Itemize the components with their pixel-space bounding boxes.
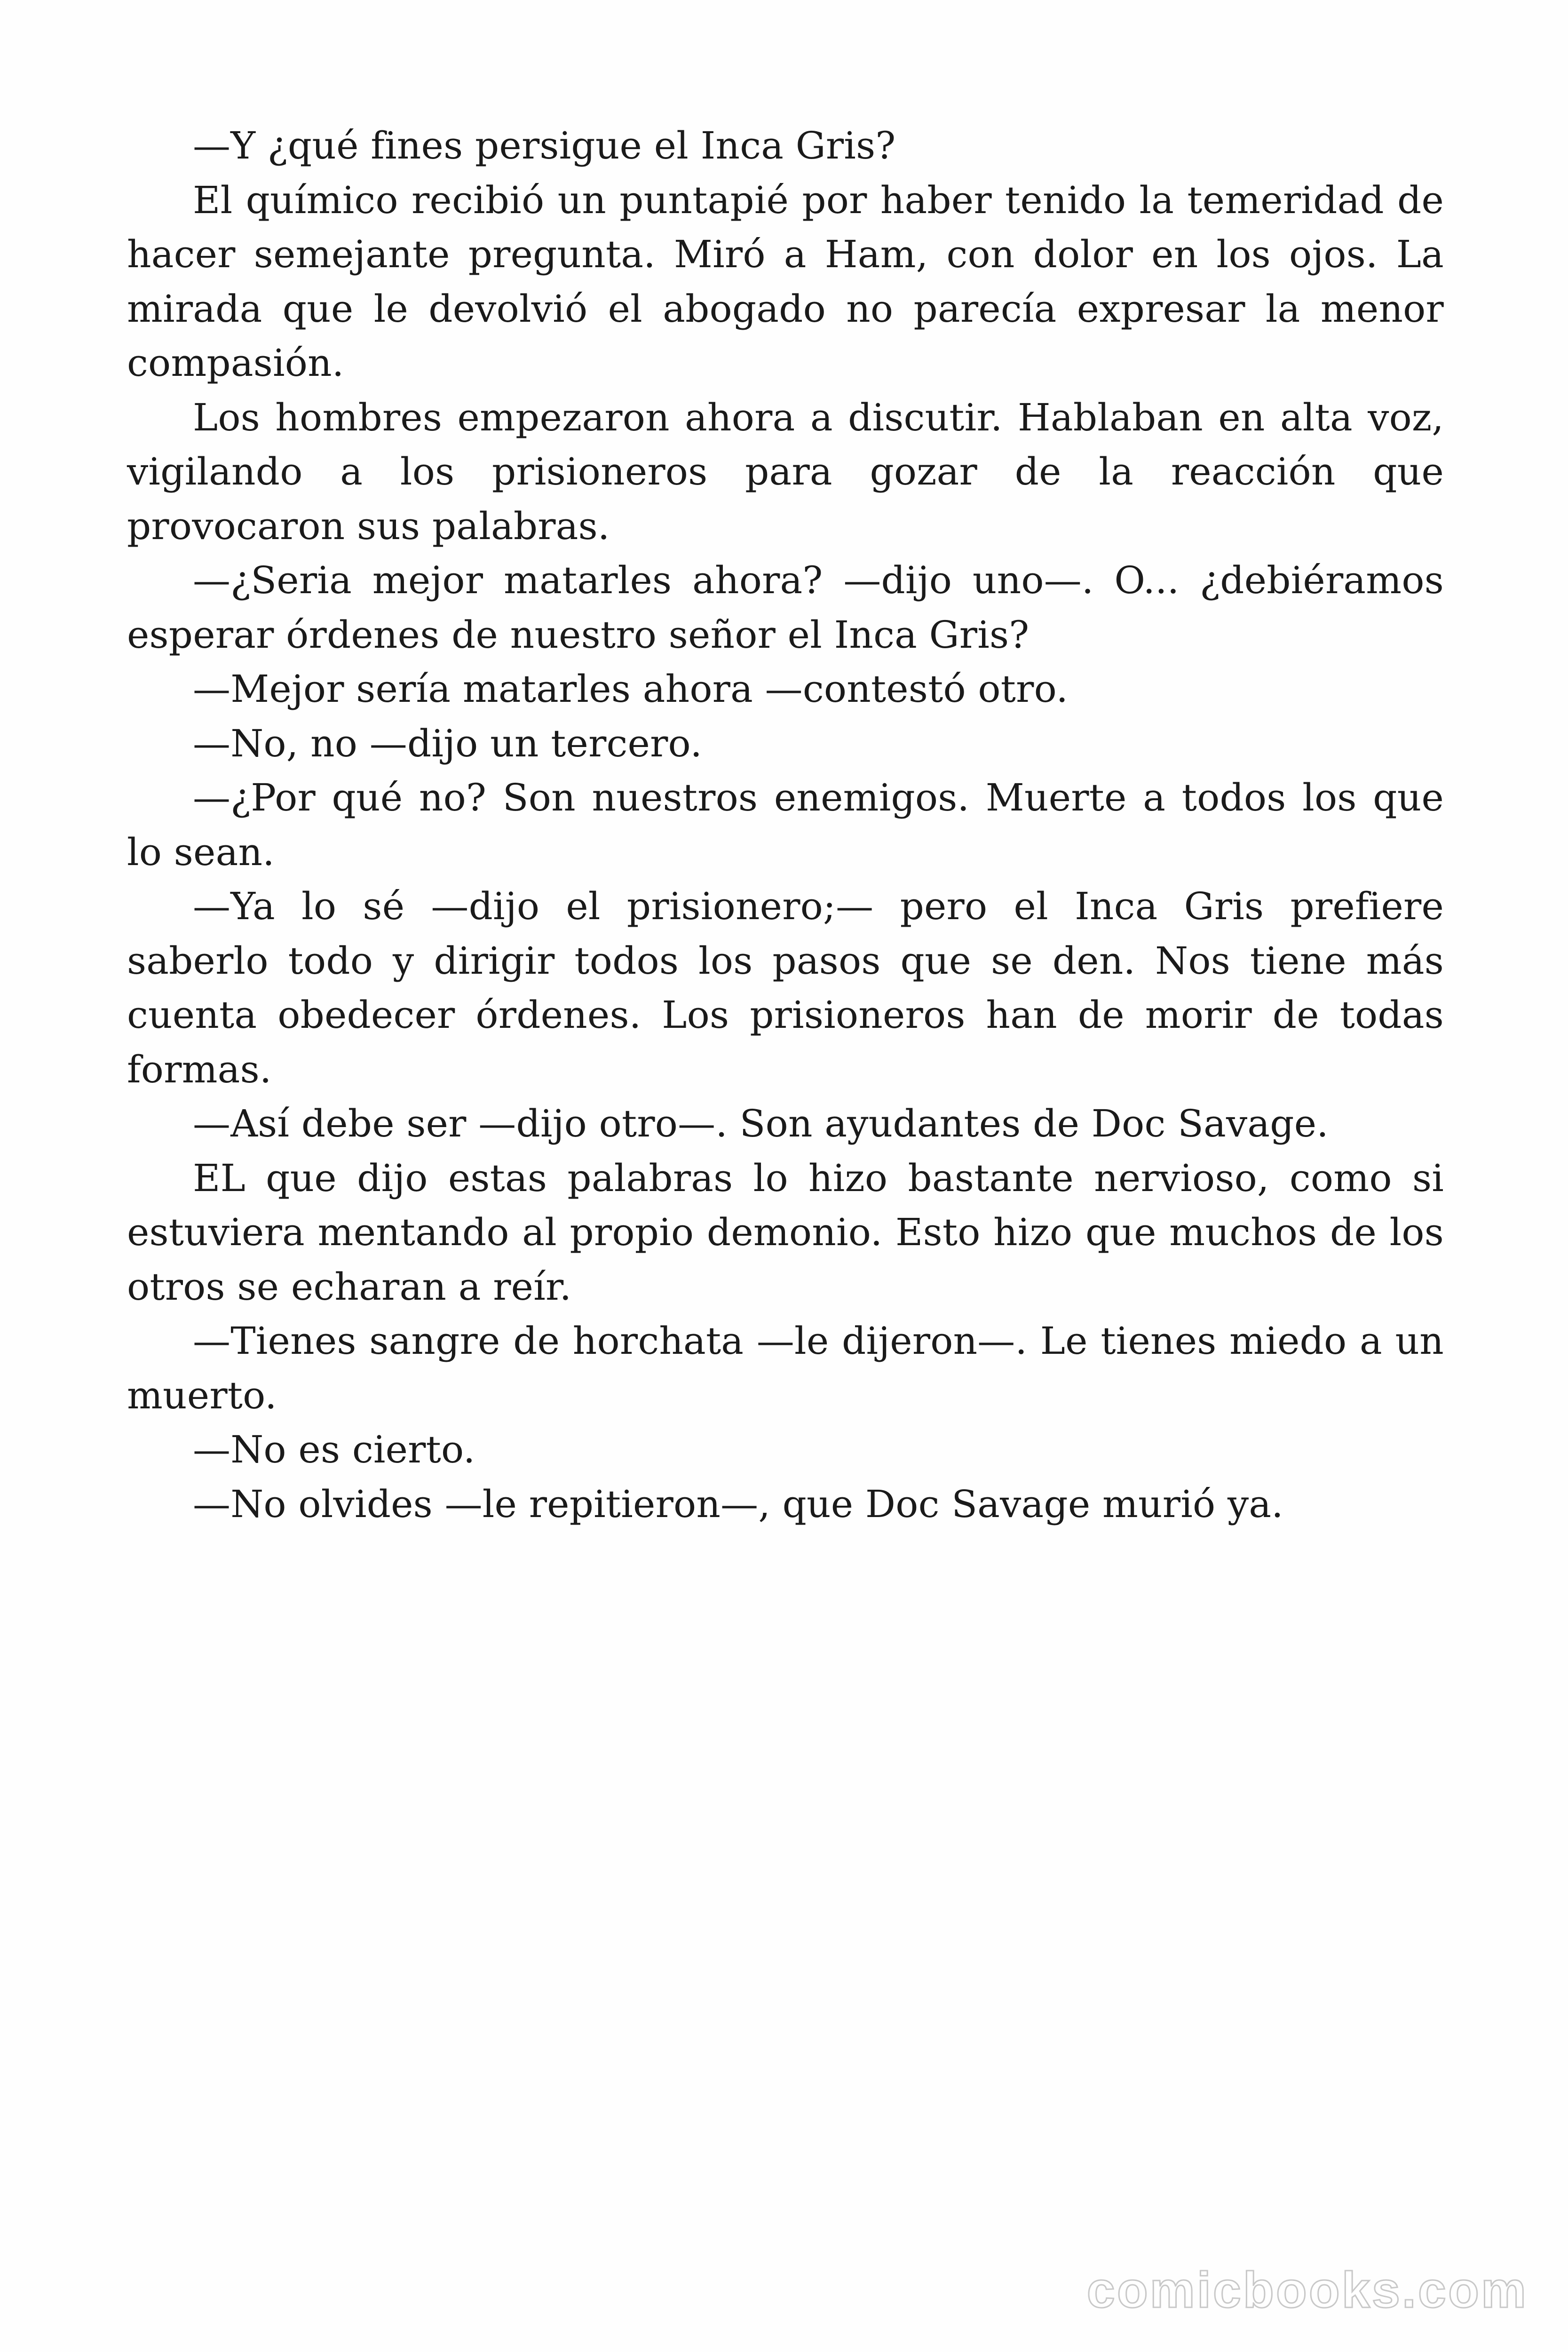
paragraph: —No, no —dijo un tercero. (193, 721, 703, 765)
paragraph: —¿Por qué no? Son nuestros enemigos. Muerte a todos los que lo sean. (127, 776, 1444, 874)
paragraph: EL que dijo estas palabras lo hizo bastante nervioso, como si estuviera mentando al propio demonio. Esto hizo que muchos de los otros se echaran a reír. (127, 1156, 1444, 1309)
paragraph: Los hombres empezaron ahora a discutir. Hablaban en alta voz, vigilando a los prisioneros para gozar de la reacción que provocaron sus palabras. (127, 395, 1444, 548)
watermark: comicbooks.com (1086, 2261, 1528, 2318)
paragraph: —Así debe ser —dijo otro—. Son ayudantes de Doc Savage. (193, 1102, 1329, 1145)
paragraph: —Ya lo sé —dijo el prisionero;— pero el Inca Gris prefiere saberlo todo y dirigir todos los pasos que se den. Nos tiene más cuenta obedecer órdenes. Los prisioneros han de morir de todas formas. (127, 884, 1444, 1091)
page-body-text (127, 119, 1444, 1531)
paragraph: —Y ¿qué fines persigue el Inca Gris? (193, 124, 896, 167)
paragraph: —¿Seria mejor matarles ahora? —dijo uno—. O... ¿debiéramos esperar órdenes de nuestro señor el Inca Gris? (127, 558, 1444, 657)
paragraph: —No olvides —le repitieron—, que Doc Savage murió ya. (193, 1482, 1283, 1526)
paragraph: —No es cierto. (193, 1428, 475, 1471)
paragraph: El químico recibió un puntapié por haber tenido la temeridad de hacer semejante pregunta. Miró a Ham, con dolor en los ojos. La mirada que le devolvió el abogado no parecía expresar la menor compasión. (127, 178, 1444, 385)
paragraph: —Mejor sería matarles ahora —contestó otro. (193, 667, 1069, 711)
paragraph: —Tienes sangre de horchata —le dijeron—. Le tienes miedo a un muerto. (127, 1319, 1444, 1417)
